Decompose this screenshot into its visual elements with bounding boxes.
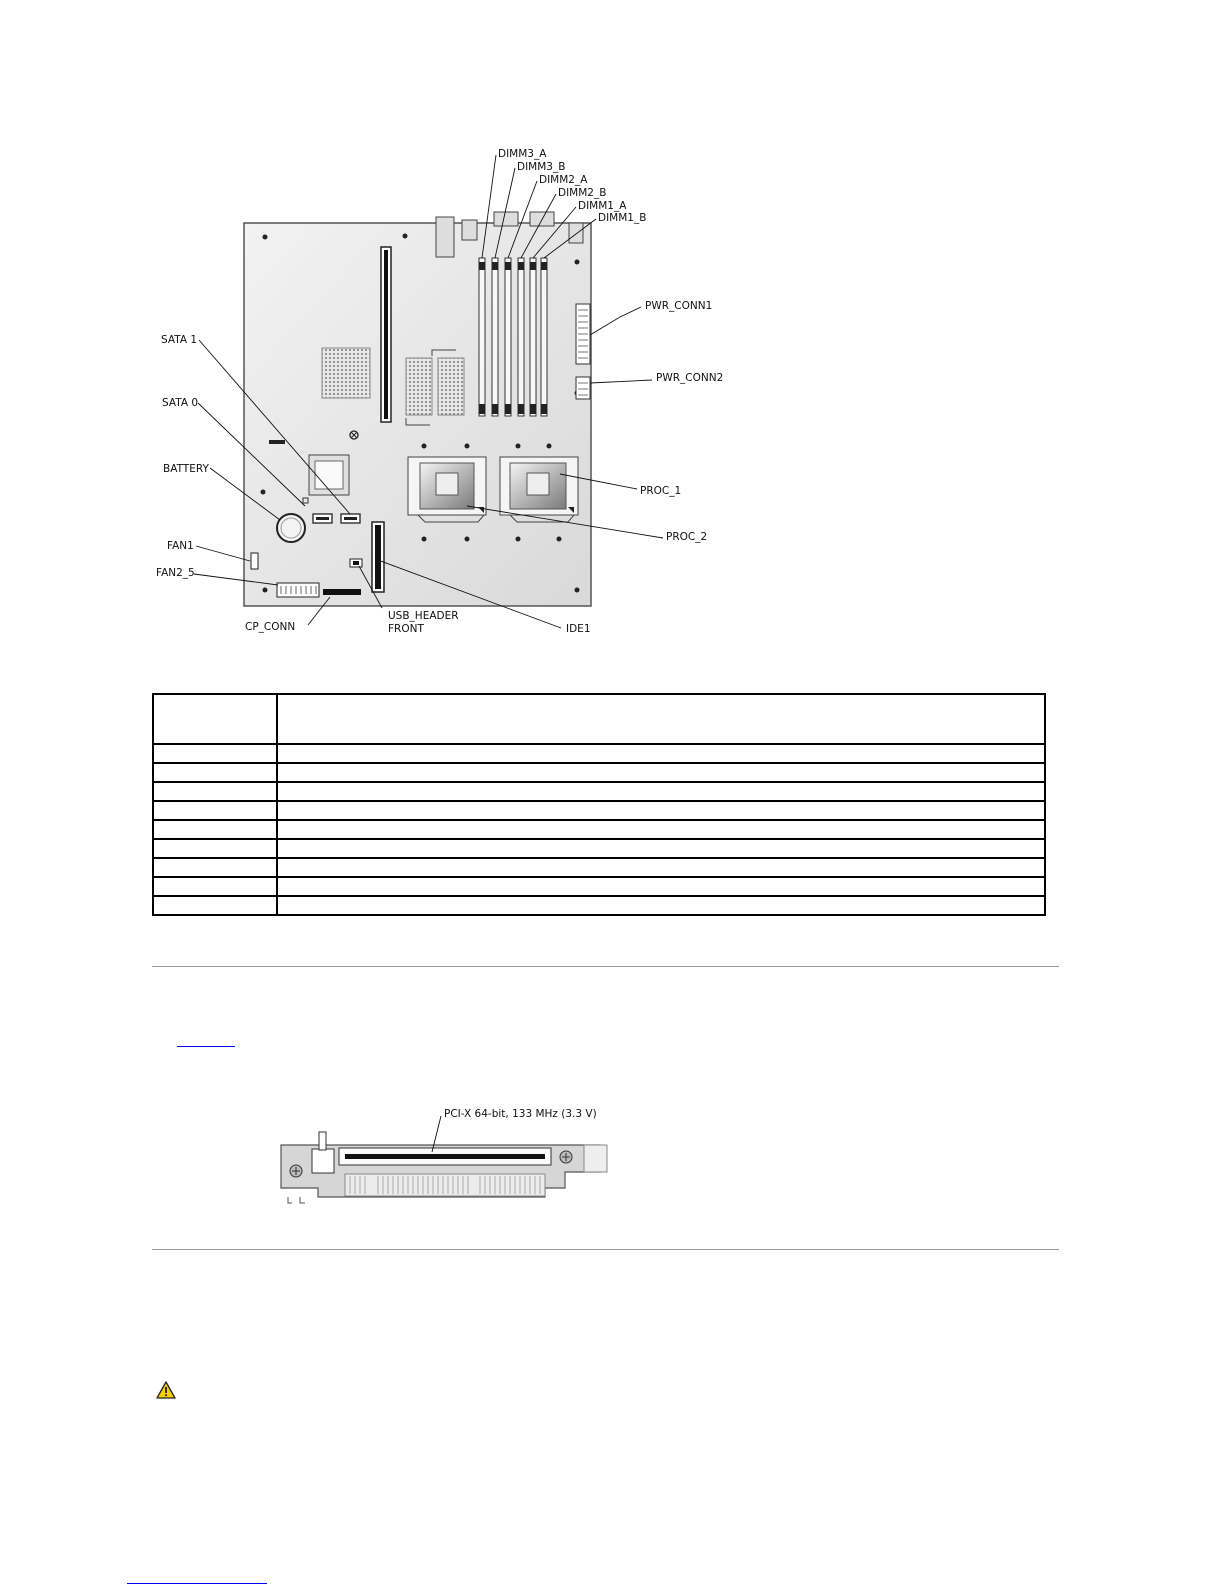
proc-2-socket <box>408 457 486 522</box>
proc-1-socket <box>500 457 578 522</box>
back-to-top-link[interactable] <box>177 1046 235 1047</box>
label-pcix-slot: PCI-X 64-bit, 133 MHz (3.3 V) <box>444 1108 597 1120</box>
table-cell <box>277 694 1045 744</box>
table-row <box>153 763 1045 782</box>
table-cell <box>153 763 277 782</box>
table-row <box>153 801 1045 820</box>
label-fan2-5: FAN2_5 <box>156 567 195 579</box>
table-cell <box>277 820 1045 839</box>
label-usb-header-front: FRONT <box>388 623 424 635</box>
label-dimm1-b: DIMM1_B <box>598 212 647 224</box>
table-cell <box>277 763 1045 782</box>
table-cell <box>277 858 1045 877</box>
table-cell <box>153 820 277 839</box>
table-cell <box>277 839 1045 858</box>
table-cell <box>277 782 1045 801</box>
table-row <box>153 839 1045 858</box>
label-pwr-conn2: PWR_CONN2 <box>656 372 724 384</box>
table-row <box>153 858 1045 877</box>
table-row <box>153 820 1045 839</box>
label-sata-1: SATA 1 <box>161 334 198 346</box>
footnote-link-line[interactable] <box>127 1583 267 1584</box>
table-cell <box>153 858 277 877</box>
connector-table <box>152 693 1046 916</box>
riser-card-diagram <box>270 1100 620 1210</box>
table-header-row <box>153 694 1045 744</box>
label-sata-0: SATA 0 <box>162 397 199 409</box>
label-pwr-conn1: PWR_CONN1 <box>645 300 713 312</box>
label-battery: BATTERY <box>163 463 209 475</box>
label-usb-header: USB_HEADER <box>388 610 459 622</box>
table-cell <box>153 877 277 896</box>
table-cell <box>153 896 277 915</box>
section-divider <box>152 966 1059 967</box>
label-dimm3-b: DIMM3_B <box>517 161 566 173</box>
warning-icon <box>156 1381 176 1399</box>
table-cell <box>153 801 277 820</box>
table-row <box>153 896 1045 915</box>
table-cell <box>153 839 277 858</box>
table-cell <box>277 744 1045 763</box>
label-dimm2-a: DIMM2_A <box>539 174 588 186</box>
table-cell <box>153 694 277 744</box>
table-cell <box>277 896 1045 915</box>
label-dimm3-a: DIMM3_A <box>498 148 547 160</box>
table-row <box>153 782 1045 801</box>
label-fan1: FAN1 <box>167 540 194 552</box>
label-dimm1-a: DIMM1_A <box>578 200 627 212</box>
section-divider <box>152 1249 1059 1250</box>
table-cell <box>277 801 1045 820</box>
label-ide1: IDE1 <box>566 623 591 635</box>
label-dimm2-b: DIMM2_B <box>558 187 607 199</box>
table-cell <box>153 782 277 801</box>
label-cp-conn: CP_CONN <box>245 621 296 633</box>
table-cell <box>153 744 277 763</box>
table-row <box>153 744 1045 763</box>
label-proc-1: PROC_1 <box>640 485 682 497</box>
table-cell <box>277 877 1045 896</box>
system-board-diagram <box>150 140 750 650</box>
label-proc-2: PROC_2 <box>666 531 708 543</box>
table-row <box>153 877 1045 896</box>
